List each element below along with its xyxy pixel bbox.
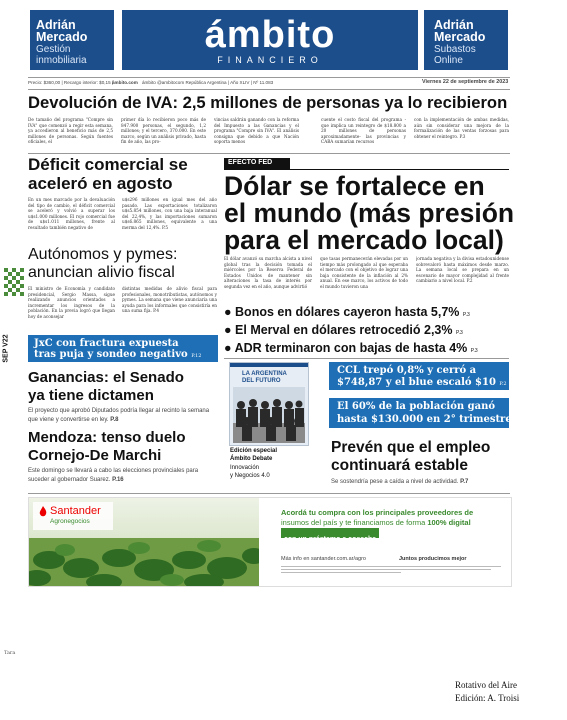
lead-col-2: primer día lo recibieron poco más de 847.900 personas, el segundo, 1,2 millones; y el tercero, 370.000. En este marco, según un análisis privado, hasta fin de año, las pro- <box>121 117 206 145</box>
bullet-merval-page: P.3 <box>455 330 463 336</box>
ad-top-rule <box>28 493 510 494</box>
empleo-body <box>331 478 509 486</box>
ccl-page: P.2 <box>499 381 507 387</box>
site-link[interactable]: ámbito.com <box>112 80 138 85</box>
bullet-bonos-text: Bonos en dólares cayeron hasta 5,7% <box>235 305 460 319</box>
bullet-adr-page: P.3 <box>470 348 478 354</box>
masthead-title: ámbito <box>204 14 336 56</box>
side-date-label: SEP V22 <box>2 334 10 363</box>
ad-right-name-2: Mercado <box>434 30 486 44</box>
fed-headline-1[interactable]: Dólar se fortalece en <box>224 171 485 201</box>
autonomos-col-2: distintas medidas de alivio fiscal para profesionales, monotributistas, autónomos y pymes. La semana que viene anunciaría una ayuda para los informales que consistiría en una suma fija. P.4 <box>122 286 217 314</box>
santander-flame-icon <box>38 506 48 518</box>
ad-right-name-1: Adrián <box>434 18 474 32</box>
santander-ad[interactable] <box>28 497 512 587</box>
ganancias-headline-1[interactable]: Ganancias: el Senado <box>28 369 184 386</box>
footer-credit-2: Edición: A. Troisi <box>455 693 520 703</box>
checker-icon <box>4 268 24 298</box>
ganancias-body-text: El proyecto que aprobó Diputados podría llegar al recinto la semana que viene y convertirse en ley. <box>28 408 210 423</box>
jxc-line-2 <box>34 349 202 362</box>
fed-col-3: jornada negativa y la divisa estadounidense sobrevaloró hasta máximos desde marzo. La semana local se prepara en un escenario de mayor complejidad al frente cambiario a nivel local. P.2 <box>416 256 509 284</box>
empleo-headline-2[interactable]: continuará estable <box>331 457 468 474</box>
header-rule-top <box>28 77 510 78</box>
deficit-col-2: u$s296 millones en igual mes del año pasado. Las exportaciones totalizaron u$s5.854 millones, con una baja interanual del 22,4%, y las importaciones sumaron u$s6.865 millones, equivalente a una merma del 12,4%. P.5 <box>122 197 217 230</box>
promo-line-2: Ámbito Debate <box>230 456 273 462</box>
deficit-headline-2[interactable]: aceleró en agosto <box>28 174 173 193</box>
autonomos-col-1: El ministro de Economía y candidato presidencial, Sergio Massa, sigue realizando anuncios orientados a incrementar los ingresos de la población. En la previa logró que llegan hoy de aconsejar <box>28 286 115 319</box>
bullet-adr-text: ADR terminaron con bajas de hasta 4% <box>234 341 468 355</box>
poblacion-line-1: El 60% de la población ganó <box>337 401 496 412</box>
ccl-line-1: CCL trepó 0,8% y cerró a <box>337 365 477 376</box>
ad-text-2a: insumos del país y te financiamos de forma <box>281 518 428 527</box>
bullet-bonos-page: P.3 <box>462 312 470 318</box>
masthead-subtitle: FINANCIERO <box>217 55 323 65</box>
fed-kicker-rule <box>224 169 509 170</box>
mendoza-headline-1[interactable]: Mendoza: tenso duelo <box>28 429 186 446</box>
ad-text-3 <box>281 528 379 543</box>
jxc-line-1: JxC con fractura expuesta <box>34 338 179 349</box>
cover-title: LA ARGENTINA DEL FUTURO <box>242 371 287 384</box>
ad-right-sub-2: Online <box>434 55 463 66</box>
lead-headline[interactable]: Devolución de IVA: 2,5 millones de personas ya lo recibieron <box>28 93 508 112</box>
ad-right-sub-1: Subastos <box>434 44 476 55</box>
ad-left-sub-1: Gestión <box>36 44 71 55</box>
ganancias-headline-2[interactable]: ya tiene dictamen <box>28 387 154 404</box>
ganancias-page: P.8 <box>110 416 119 423</box>
masthead <box>122 10 418 70</box>
ad-slogan: Juntos producimos mejor <box>399 556 467 562</box>
ccl-line-2 <box>337 377 507 390</box>
ad-fineprint-3 <box>281 572 401 573</box>
empleo-page: P.7 <box>460 479 469 485</box>
ad-left-name-1: Adrián <box>36 18 76 32</box>
debate-cover[interactable] <box>229 362 309 446</box>
ccl-banner[interactable] <box>329 362 509 390</box>
mendoza-body <box>28 467 218 484</box>
ad-fineprint-2 <box>281 569 491 570</box>
ganancias-body <box>28 407 220 424</box>
footer-left-note: Tara <box>4 650 16 656</box>
ad-info-link[interactable]: Más info en santander.com.ar/agro <box>281 556 366 562</box>
fed-kicker <box>224 158 290 169</box>
deficit-headline-1[interactable]: Déficit comercial se <box>28 155 188 174</box>
lead-col-4: cuente el costo fiscal del programa -que implica un reintegro de $18.800 a 20 millones de personas aproximadamente- las provincias y CABA sumarían recursos <box>321 117 406 145</box>
bullet-bonos[interactable]: ● Bonos en dólares cayeron hasta 5,7% P.3 <box>224 305 470 319</box>
mendoza-headline-2[interactable]: Cornejo-De Marchi <box>28 447 162 464</box>
fed-col-2: que tasas permanecerán elevadas por un tiempo más prolongado al que esperaba el mercado con el objetivo de lograr una baja consistente de la inflación al 2% anual. En ese marco, los activos de todo el mundo tuvieron una <box>320 256 408 289</box>
fed-col-1: El dólar avanzó su marcha alcista a nivel global tras la decisión tomada el miércoles por la Reserva Federal de Estados Unidos de mantener sin alteraciones la tasa de interés por segunda vez en el año, aunque advirtió <box>224 256 312 289</box>
mendoza-body-text: Este domingo se llevará a cabo las elecciones provinciales para suceder al gobernador Suarez. <box>28 468 199 483</box>
lead-col-5: con la implementación de ambas medidas, aún sin considerar una mejora de la formalización de las ventas forzosas para obtener el reintegro. P.3 <box>414 117 509 139</box>
ad-text-2b: 100% digital <box>427 518 471 527</box>
jxc-line-2-text: tras puja y sondeo negativo <box>34 349 188 360</box>
autonomos-headline-2[interactable]: anuncian alivio fiscal <box>28 264 175 281</box>
autonomos-headline-1[interactable]: Autónomos y pymes: <box>28 246 178 263</box>
deficit-col-1: En un mes marcado por la devaluación del tipo de cambio, el déficit comercial se aceleró y volvió a superar los u$s1.000 millones. El rojo comercial fue de u$s1.011 millones, frente al resultado también negativo de <box>28 197 115 230</box>
adrian-mercado-ad-right[interactable] <box>424 10 508 70</box>
ad-text-1: Acordá tu compra con los principales proveedores de <box>281 508 474 517</box>
santander-brand: Santander <box>50 505 101 517</box>
price-info: Precio: $360,00 | Recargo interior: $0,15 | <box>28 80 114 85</box>
footer-credit-1: Rotativo del Aire <box>455 680 517 690</box>
bullets-rule <box>224 358 509 359</box>
ad-left-sub-2: inmobiliaria <box>36 55 87 66</box>
bullet-merval[interactable]: ● El Merval en dólares retrocedió 2,3% P.3 <box>224 323 463 337</box>
promo-line-3: Innovación <box>230 465 260 471</box>
lead-col-3: vincias saldrán ganando con la reforma del Impuesto a las Ganancias y el programa "Compre sin IVA". El análisis consigna que debido a que Nación soporta menos <box>214 117 299 145</box>
jxc-page: P.12 <box>191 353 202 359</box>
empleo-body-text: Se sostendría pese a caída a nivel de actividad. <box>331 479 459 485</box>
promo-line-1: Edición especial <box>230 448 278 454</box>
poblacion-banner[interactable] <box>329 398 512 428</box>
cover-photo <box>233 387 305 443</box>
bullet-adr[interactable]: ● ADR terminaron con bajas de hasta 4% P.3 <box>224 341 478 355</box>
fed-headline-2[interactable]: el mundo (más presión <box>224 198 515 228</box>
lead-col-1: De tamaño del programa "Compre sin IVA" que comenzó a regir esta semana, ya accedieron al beneficio más de 2,5 millones de personas. Según fuentes oficiales, el <box>28 117 113 145</box>
social-info: ámbito @ambitocom República Argentina | Año XLIV | Nº 11.083 <box>142 80 274 85</box>
ad-left-name-2: Mercado <box>36 30 88 44</box>
issue-date: Viernes 22 de septiembre de 2023 <box>422 79 509 85</box>
empleo-headline-1[interactable]: Prevén que el empleo <box>331 439 491 456</box>
ad-text-2 <box>281 518 471 527</box>
fed-kicker-text: EFECTO FED <box>228 159 273 166</box>
cover-top-band <box>230 363 308 367</box>
ad-fineprint-1 <box>281 566 501 567</box>
bullet-merval-text: El Merval en dólares retrocedió 2,3% <box>235 323 453 337</box>
mendoza-page: P.16 <box>112 476 124 483</box>
fed-headline-3[interactable]: para el mercado local) <box>224 225 504 255</box>
lead-rule <box>28 153 510 154</box>
adrian-mercado-ad-left[interactable] <box>30 10 114 70</box>
ad-text-3-label: con un préstamo a cosecha <box>284 536 377 543</box>
poblacion-line-2: hasta $130.000 en 2° trimestre <box>337 414 512 425</box>
santander-brand-sub: Agronegocios <box>50 518 90 525</box>
jxc-banner[interactable] <box>28 335 218 362</box>
header-rule-bottom <box>28 89 510 90</box>
ccl-line-2-text: $748,87 y el blue escaló $10 <box>337 377 496 388</box>
promo-line-4: y Negocios 4.0 <box>230 473 270 479</box>
